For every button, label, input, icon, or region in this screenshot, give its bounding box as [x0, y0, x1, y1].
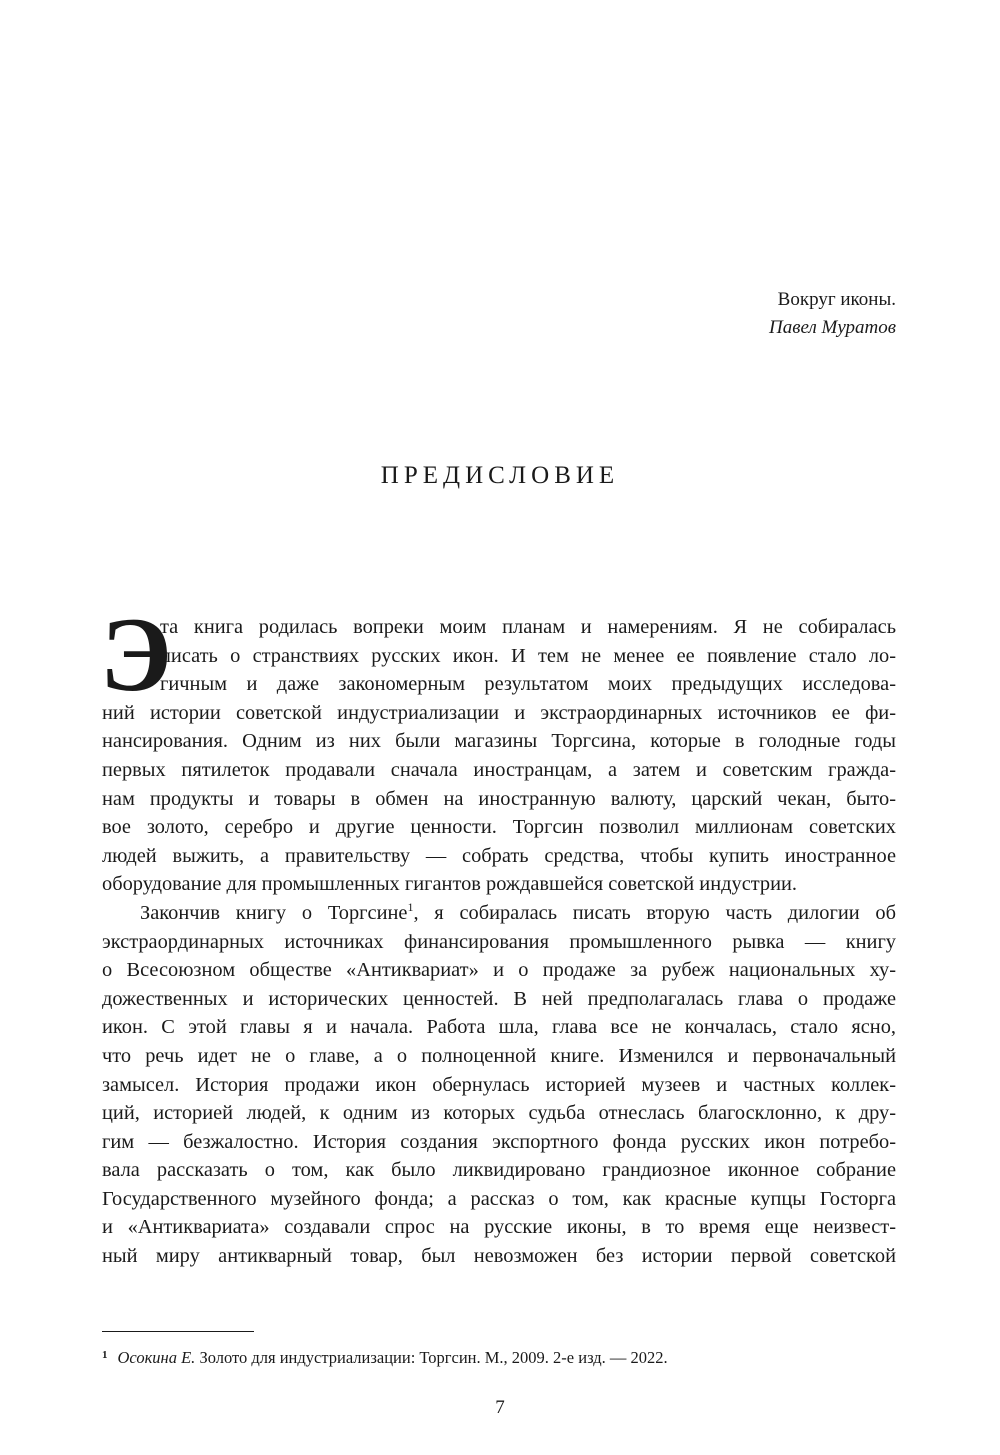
text-line: ный миру антикварный товар, был невозможен без истории первой советской: [102, 1245, 896, 1268]
text-fragment: , я собиралась писать вторую часть дилогии об: [413, 901, 896, 924]
text-line: что речь идет не о главе, а о полноценной книге. Изменился и первоначальный: [102, 1044, 896, 1067]
paragraph-1: [100, 596, 896, 899]
text-line: дожественных и исторических ценностей. В ней предполагалась глава о продаже: [102, 987, 896, 1010]
footnote-ref: 1: [407, 900, 414, 915]
footnote: [102, 1343, 896, 1370]
text-line: вое золото, серебро и другие ценности. Торгсин позволил миллионам советских: [102, 816, 896, 839]
text-line: гичным и даже закономерным результатом моих предыдущих исследова-: [160, 673, 896, 696]
text-line: экстраординарных источниках финансирования промышленного рывка — книгу: [102, 930, 896, 953]
text-line: нам продукты и товары в обмен на иностранную валюту, царский чекан, быто-: [102, 787, 896, 810]
epigraph-text: Вокруг иконы.: [777, 289, 896, 310]
text-line: первых пятилеток продавали сначала иностранцам, а затем и советским гражда-: [102, 758, 896, 781]
text-line: [102, 899, 896, 928]
epigraph: [769, 286, 896, 342]
text-fragment: Закончив книгу о Торгсине: [140, 901, 408, 924]
text-line: вала рассказать о том, как было ликвидировано грандиозное иконное собрание: [102, 1159, 896, 1182]
epigraph-source: Павел Муратов: [769, 317, 896, 338]
text-line: о Всесоюзном обществе «Антиквариат» и о продаже за рубеж национальных ху-: [102, 959, 896, 982]
body-text: [100, 596, 896, 1271]
text-line: писать о странствиях русских икон. И тем не менее ее появление стало ло-: [160, 644, 896, 667]
text-line: замысел. История продажи икон обернулась историей музеев и частных коллек-: [102, 1073, 896, 1096]
footnote-mark: 1: [102, 1349, 108, 1361]
text-line: и «Антиквариата» создавали спрос на русские иконы, в то время еще неизвест-: [102, 1216, 896, 1239]
page-number: 7: [495, 1397, 505, 1418]
drop-cap: Э: [100, 596, 172, 713]
text-line: Государственного музейного фонда; а рассказ о том, как красные купцы Госторга: [102, 1187, 896, 1210]
text-line: ций, историей людей, к одним из которых судьба отнеслась благосклонно, к дру-: [102, 1102, 896, 1125]
footnote-text: Золото для индустриализации: Торгсин. М., 2009. 2-е изд. — 2022.: [199, 1348, 668, 1367]
text-line: гим — безжалостно. История создания экспортного фонда русских икон потребо-: [102, 1130, 896, 1153]
footnote-author: Осокина Е.: [117, 1348, 196, 1367]
paragraph-2: [102, 899, 896, 1271]
text-line: нансирования. Одним из них были магазины Торгсина, которые в голодные годы: [102, 730, 896, 753]
footnote-divider: [102, 1331, 254, 1332]
text-line: людей выжить, а правительству — собрать средства, чтобы купить иностранное: [102, 844, 896, 867]
chapter-title: ПРЕДИСЛОВИЕ: [380, 462, 620, 489]
text-line: та книга родилась вопреки моим планам и намерениям. Я не собиралась: [160, 616, 896, 638]
text-line: оборудование для промышленных гигантов рождавшейся советской индустрии.: [102, 873, 798, 896]
text-line: ний истории советской индустриализации и экстраординарных источников ее фи-: [102, 701, 896, 724]
text-line: икон. С этой главы я и начала. Работа шла, глава все не кончалась, стало ясно,: [102, 1016, 896, 1039]
